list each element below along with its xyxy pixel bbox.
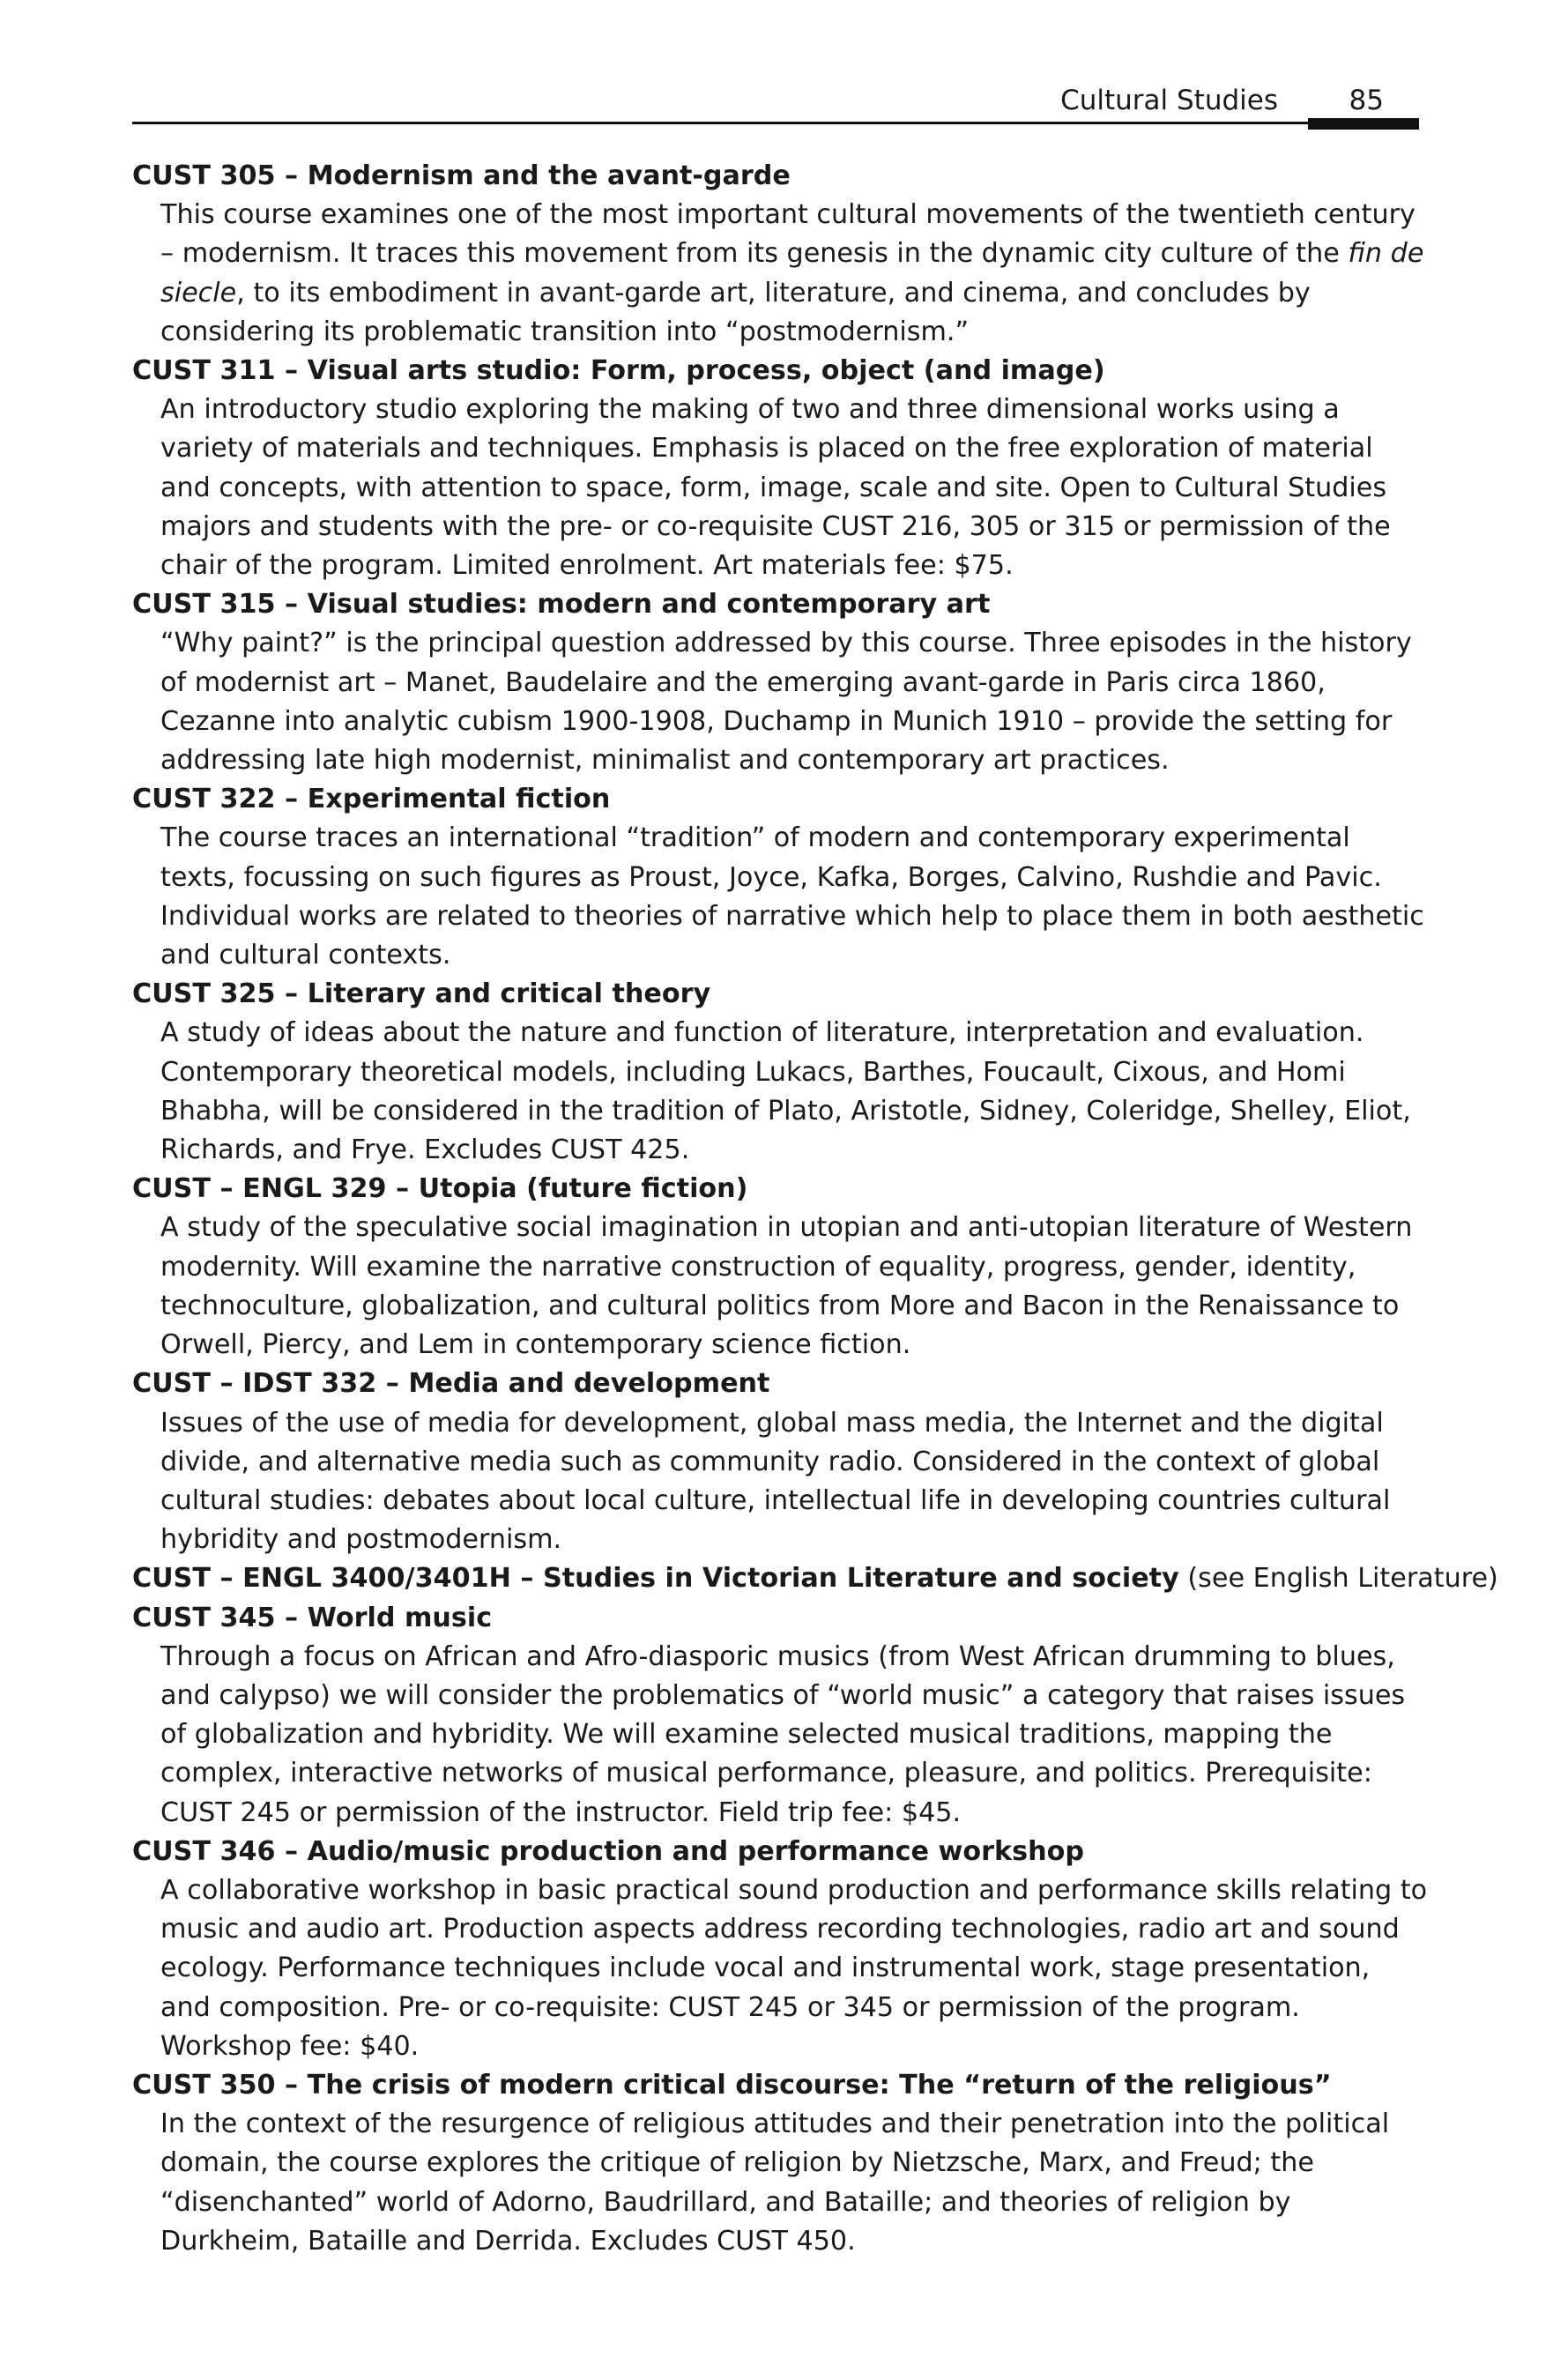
course-description: “Why paint?” is the principal question addressed by this course. Three episodes in the history of modernist art – Manet, Baudelaire and the emerging avant-garde in Paris circa 1860, Cezanne into analytic cubism 1900-1908, Duchamp in Munich 1910 – provide the setting for addressing late high modernist, minimalist and contemporary art practices. bbox=[160, 628, 1412, 777]
course-description-text: This course examines one of the most important cultural movements of the twentieth century – modernism. It traces this movement from its genesis in the dynamic city culture of the bbox=[160, 199, 1416, 270]
course-title: CUST – ENGL 3400/3401H – Studies in Victorian Literature and society bbox=[132, 1563, 1179, 1595]
course-entry-cust-311 bbox=[132, 352, 1428, 585]
course-title: CUST 315 – Visual studies: modern and contemporary art bbox=[132, 589, 991, 621]
course-description: The course traces an international “tradition” of modern and contemporary experimental texts, focussing on such figures as Proust, Joyce, Kafka, Borges, Calvino, Rushdie and Pavic. Individual works are related to theories of narrative which help to place them in both aesthetic and cultural contexts. bbox=[160, 822, 1424, 971]
course-title: CUST 325 – Literary and critical theory bbox=[132, 978, 711, 1010]
course-entry-cust-engl-329 bbox=[132, 1170, 1428, 1365]
cross-reference-note: (see English Literature) bbox=[1178, 1563, 1498, 1595]
course-list bbox=[132, 157, 1498, 2261]
course-description: Issues of the use of media for development, global mass media, the Internet and the digital divide, and alternative media such as community radio. Considered in the context of global cultural studies: debates about local culture, intellectual life in developing countries cultural hybridity and postmodernism. bbox=[160, 1407, 1391, 1556]
course-title: CUST 350 – The crisis of modern critical discourse: The “return of the religious” bbox=[132, 2069, 1332, 2101]
header-thumb-bar bbox=[1308, 118, 1419, 130]
course-entry-cust-305 bbox=[132, 157, 1428, 352]
course-description: A study of ideas about the nature and function of literature, interpretation and evaluation. Contemporary theoretical models, including Lukacs, Barthes, Foucault, Cixous, and Homi Bhabha, will be considered in the tradition of Plato, Aristotle, Sidney, Coleridge, Shelley, Eliot, Richards, and Frye. Excludes CUST 425. bbox=[160, 1017, 1411, 1166]
course-description: In the context of the resurgence of religious attitudes and their penetration into the political domain, the course explores the critique of religion by Nietzsche, Marx, and Freud; the “disenchanted” world of Adorno, Baudrillard, and Bataille; and theories of religion by Durkheim, Bataille and Derrida. Excludes CUST 450. bbox=[160, 2109, 1390, 2257]
section-title: Cultural Studies bbox=[1060, 85, 1278, 116]
course-entry-cust-idst-332 bbox=[132, 1365, 1428, 1559]
course-entry-cust-350 bbox=[132, 2066, 1428, 2261]
course-description-text: , to its embodiment in avant-garde art, literature, and cinema, and concludes by considering its problematic transition into “postmodernism.” bbox=[160, 277, 1311, 347]
course-description: An introductory studio exploring the making of two and three dimensional works using a variety of materials and techniques. Emphasis is placed on the free exploration of material and concepts, with attention to space, form, image, scale and site. Open to Cultural Studies majors and students with the pre- or co-requisite CUST 216, 305 or 315 or permission of the chair of the program. Limited enrolment. Art materials fee: $75. bbox=[160, 394, 1391, 582]
course-entry-cust-345 bbox=[132, 1599, 1428, 1833]
course-entry-cust-engl-3400 bbox=[132, 1559, 1498, 1598]
course-description bbox=[160, 196, 1428, 352]
course-title: CUST – ENGL 329 – Utopia (future fiction) bbox=[132, 1173, 748, 1205]
course-description: Through a focus on African and Afro-diasporic musics (from West African drumming to blues, and calypso) we will consider the problematics of “world music” a category that raises issues of globalization and hybridity. We will examine selected musical traditions, mapping the complex, interactive networks of musical performance, pleasure, and politics. Prerequisite: CUST 245 or permission of the instructor. Field trip fee: $45. bbox=[160, 1640, 1406, 1828]
course-description: A collaborative workshop in basic practical sound production and performance skills relating to music and audio art. Production aspects address recording technologies, radio art and sound ecology. Performance techniques include vocal and instrumental work, stage presentation, and composition. Pre- or co-requisite: CUST 245 or 345 or permission of the program. Workshop fee: $40. bbox=[160, 1874, 1428, 2062]
header-rule bbox=[132, 122, 1313, 124]
course-title: CUST 346 – Audio/music production and performance workshop bbox=[132, 1835, 1084, 1867]
course-title: CUST 345 – World music bbox=[132, 1602, 493, 1633]
course-title: CUST 322 – Experimental fiction bbox=[132, 784, 611, 815]
course-title: CUST 311 – Visual arts studio: Form, process, object (and image) bbox=[132, 355, 1105, 387]
page-number: 85 bbox=[1349, 85, 1384, 116]
course-entry-cust-325 bbox=[132, 975, 1428, 1170]
course-description-italic: fin de siecle bbox=[160, 238, 1424, 309]
course-entry-cust-315 bbox=[132, 585, 1428, 780]
course-entry-cust-346 bbox=[132, 1833, 1428, 2066]
running-header bbox=[132, 78, 1419, 136]
course-title-with-reference bbox=[132, 1559, 1498, 1598]
course-entry-cust-322 bbox=[132, 780, 1428, 975]
course-title: CUST 305 – Modernism and the avant-garde bbox=[132, 160, 791, 191]
course-title: CUST – IDST 332 – Media and development bbox=[132, 1368, 770, 1400]
course-description: A study of the speculative social imagination in utopian and anti-utopian literature of Western modernity. Will examine the narrative construction of equality, progress, gender, identity, technoculture, globalization, and cultural politics from More and Bacon in the Renaissance to Orwell, Piercy, and Lem in contemporary science fiction. bbox=[160, 1212, 1413, 1361]
